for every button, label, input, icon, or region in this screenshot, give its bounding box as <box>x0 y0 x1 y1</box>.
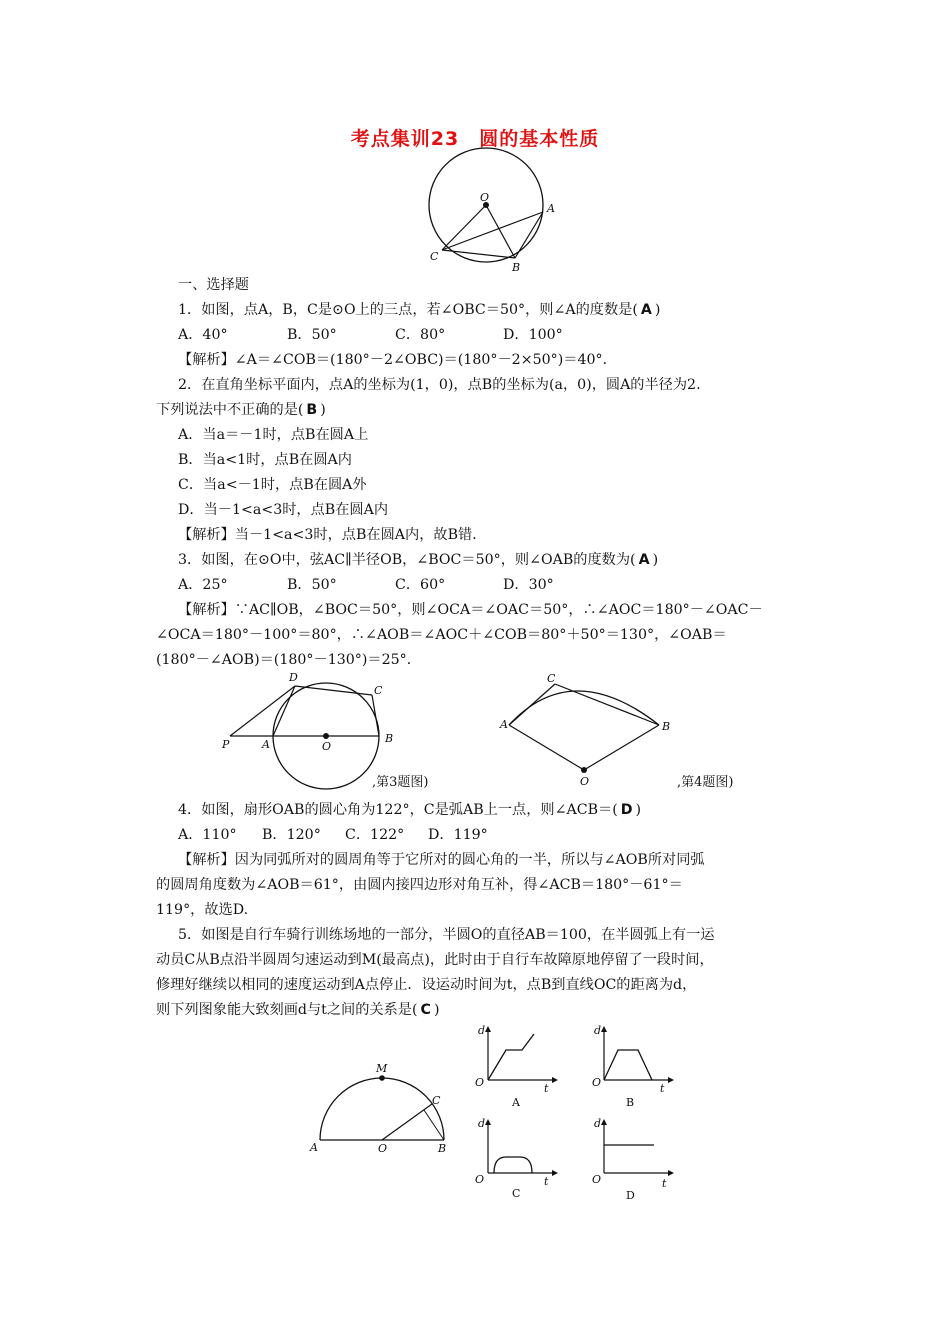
fig3-label-c: C <box>374 684 383 697</box>
q1-option-d: D．100° <box>503 327 563 343</box>
q2-analysis: 【解析】当－1<a<3时，点B在圆A内，故B错． <box>178 527 487 543</box>
figure-5-semicircle <box>310 1060 460 1160</box>
q5-line-3: 修理好继续以相同的速度运动到A点停止．设运动时间为t，点B到直线OC的距离为d， <box>156 977 697 993</box>
q4-option-a: A．110° <box>178 827 237 843</box>
fig5-label-o: O <box>378 1142 388 1155</box>
graph-c-curve <box>494 1157 532 1173</box>
fig4-line-oa <box>509 725 584 770</box>
fig3-label-b: B <box>385 732 394 745</box>
q3-analysis-3: (180°－∠AOB)＝(180°－130°)＝25°． <box>156 652 421 668</box>
q1-option-c: C．80° <box>395 327 446 343</box>
fig5-line-oc <box>382 1104 432 1140</box>
graph-b-axis-d: d <box>594 1024 602 1037</box>
fig5-label-b: B <box>438 1142 447 1155</box>
fig3-caption: ,第3题图) <box>372 775 429 790</box>
graph-c <box>470 1115 560 1225</box>
fig1-line-cb <box>442 250 515 258</box>
fig3-center-dot <box>323 733 329 739</box>
fig3-line-dc <box>295 686 372 695</box>
q4-analysis-3: 119°，故选D. <box>156 902 249 918</box>
q4-stem: 4．如图，扇形OAB的圆心角为122°，C是弧AB上一点，则∠ACB＝( D ) <box>178 802 642 818</box>
fig5-line-bd <box>424 1110 444 1140</box>
q3-option-d: D．30° <box>503 577 554 593</box>
q4-analysis-1: 【解析】因为同弧所对的圆周角等于它所对的圆心角的一半，所以与∠AOB所对同弧 <box>178 852 705 868</box>
graph-a-axis-t: t <box>544 1082 549 1095</box>
fig1-label-a: A <box>547 202 555 215</box>
graph-c-axis-d: d <box>478 1117 486 1130</box>
graph-c-axis-t: t <box>544 1175 549 1188</box>
q5-line-1: 5．如图是自行车骑行训练场地的一部分，半圆O的直径AB＝100，在半圆弧上有一运 <box>178 927 715 943</box>
graph-b-origin: O <box>592 1076 602 1089</box>
graph-d-name: D <box>626 1189 635 1202</box>
q1-analysis: 【解析】∠A＝∠COB＝(180°－2∠OBC)＝(180°－2×50°)＝40°． <box>178 352 617 368</box>
fig4-label-o: O <box>580 775 590 788</box>
fig4-center-dot <box>581 767 587 773</box>
q3-answer: A <box>638 552 650 568</box>
fig4-label-c: C <box>547 672 556 685</box>
graph-c-name: C <box>512 1187 521 1200</box>
graph-a-name: A <box>512 1096 520 1109</box>
graph-d-axis-t: t <box>662 1177 667 1190</box>
q2-stem-1: 2．在直角坐标平面内，点A的坐标为(1，0)，点B的坐标为(a，0)，圆A的半径为2. <box>178 377 701 393</box>
graph-b-name: B <box>626 1096 635 1109</box>
fig5-label-c: C <box>432 1094 441 1107</box>
section-heading: 一、选择题 <box>178 277 249 293</box>
q2-stem-2: 下列说法中不正确的是( B ) <box>156 402 326 418</box>
fig3-line-ad <box>273 686 295 736</box>
fig4-line-ca <box>509 684 555 725</box>
q2-option-d: D．当－1<a<3时，点B在圆A内 <box>178 502 389 518</box>
page-title: 考点集训23 圆的基本性质 <box>350 128 600 150</box>
fig4-line-ob <box>584 725 659 770</box>
graph-a-curve <box>488 1034 534 1080</box>
fig4-label-b: B <box>662 720 671 733</box>
q2-option-b: B．当a<1时，点B在圆A内 <box>178 452 352 468</box>
q1-stem: 1．如图，点A，B，C是⊙O上的三点，若∠OBC＝50°，则∠A的度数是( A ) <box>178 302 661 318</box>
graph-d-origin: O <box>592 1173 602 1186</box>
fig3-line-cb <box>372 695 379 736</box>
q3-stem: 3．如图，在⊙O中，弦AC∥半径OB，∠BOC＝50°，则∠OAB的度数为( A ) <box>178 552 659 568</box>
fig3-label-p: P <box>222 738 230 751</box>
graph-b-axis-t: t <box>660 1082 665 1095</box>
q3-option-c: C．60° <box>395 577 446 593</box>
q4-option-c: C．122° <box>345 827 405 843</box>
fig3-label-d: D <box>289 671 298 684</box>
fig3-line-pd <box>230 686 295 736</box>
q5-line-4: 则下列图象能大致刻画d与t之间的关系是( C ) <box>156 1002 440 1018</box>
fig1-line-oc <box>442 205 486 250</box>
fig5-m-dot <box>379 1075 385 1081</box>
q4-option-b: B．120° <box>262 827 321 843</box>
q5-answer: C <box>420 1002 431 1018</box>
figure-1-circle <box>420 150 555 274</box>
graph-d <box>590 1115 680 1225</box>
q4-analysis-2: 的圆周角度数为∠AOB＝61°，由圆内接四边形对角互补，得∠ACB＝180°－61°＝ <box>156 877 683 893</box>
q2-option-a: A．当a＝－1时，点B在圆A上 <box>178 427 369 443</box>
graph-d-axis-d: d <box>594 1117 602 1130</box>
fig5-label-a: A <box>310 1141 318 1154</box>
q2-answer: B <box>306 402 318 418</box>
graph-c-origin: O <box>475 1173 485 1186</box>
q1-option-a: A．40° <box>178 327 228 343</box>
figure-4 <box>497 672 697 792</box>
fig1-label-b: B <box>512 261 521 274</box>
fig3-label-a: A <box>262 738 270 751</box>
fig1-label-o: O <box>480 191 490 204</box>
q3-option-a: A．25° <box>178 577 228 593</box>
graph-a-axis-d: d <box>478 1024 486 1037</box>
graph-b-curve <box>604 1050 652 1080</box>
q1-option-b: B．50° <box>287 327 337 343</box>
fig4-line-cb <box>555 684 659 725</box>
q1-answer: A <box>640 302 652 318</box>
fig4-arc-ab <box>509 691 659 725</box>
q3-option-b: B．50° <box>287 577 337 593</box>
fig4-label-a: A <box>500 718 508 731</box>
fig1-label-c: C <box>430 250 439 263</box>
fig5-label-m: M <box>376 1062 388 1075</box>
q3-analysis-1: 【解析】∵AC∥OB，∠BOC＝50°，则∠OCA＝∠OAC＝50°，∴∠AOC＝180°－∠OAC－ <box>178 602 763 618</box>
q2-option-c: C．当a<－1时，点B在圆A外 <box>178 477 367 493</box>
q5-line-2: 动员C从B点沿半圆周匀速运动到M(最高点)，此时由于自行车故障原地停留了一段时间， <box>156 952 714 968</box>
graph-a-origin: O <box>475 1076 485 1089</box>
fig1-line-ab <box>515 212 543 258</box>
fig3-label-o: O <box>322 740 332 753</box>
q3-analysis-2: ∠OCA＝180°－100°＝80°，∴∠AOB＝∠AOC＋∠COB＝80°＋50°＝130°，∠OAB＝ <box>156 627 727 643</box>
q4-answer: D <box>620 802 633 818</box>
fig4-caption: ,第4题图) <box>677 775 734 790</box>
q4-option-d: D．119° <box>428 827 488 843</box>
